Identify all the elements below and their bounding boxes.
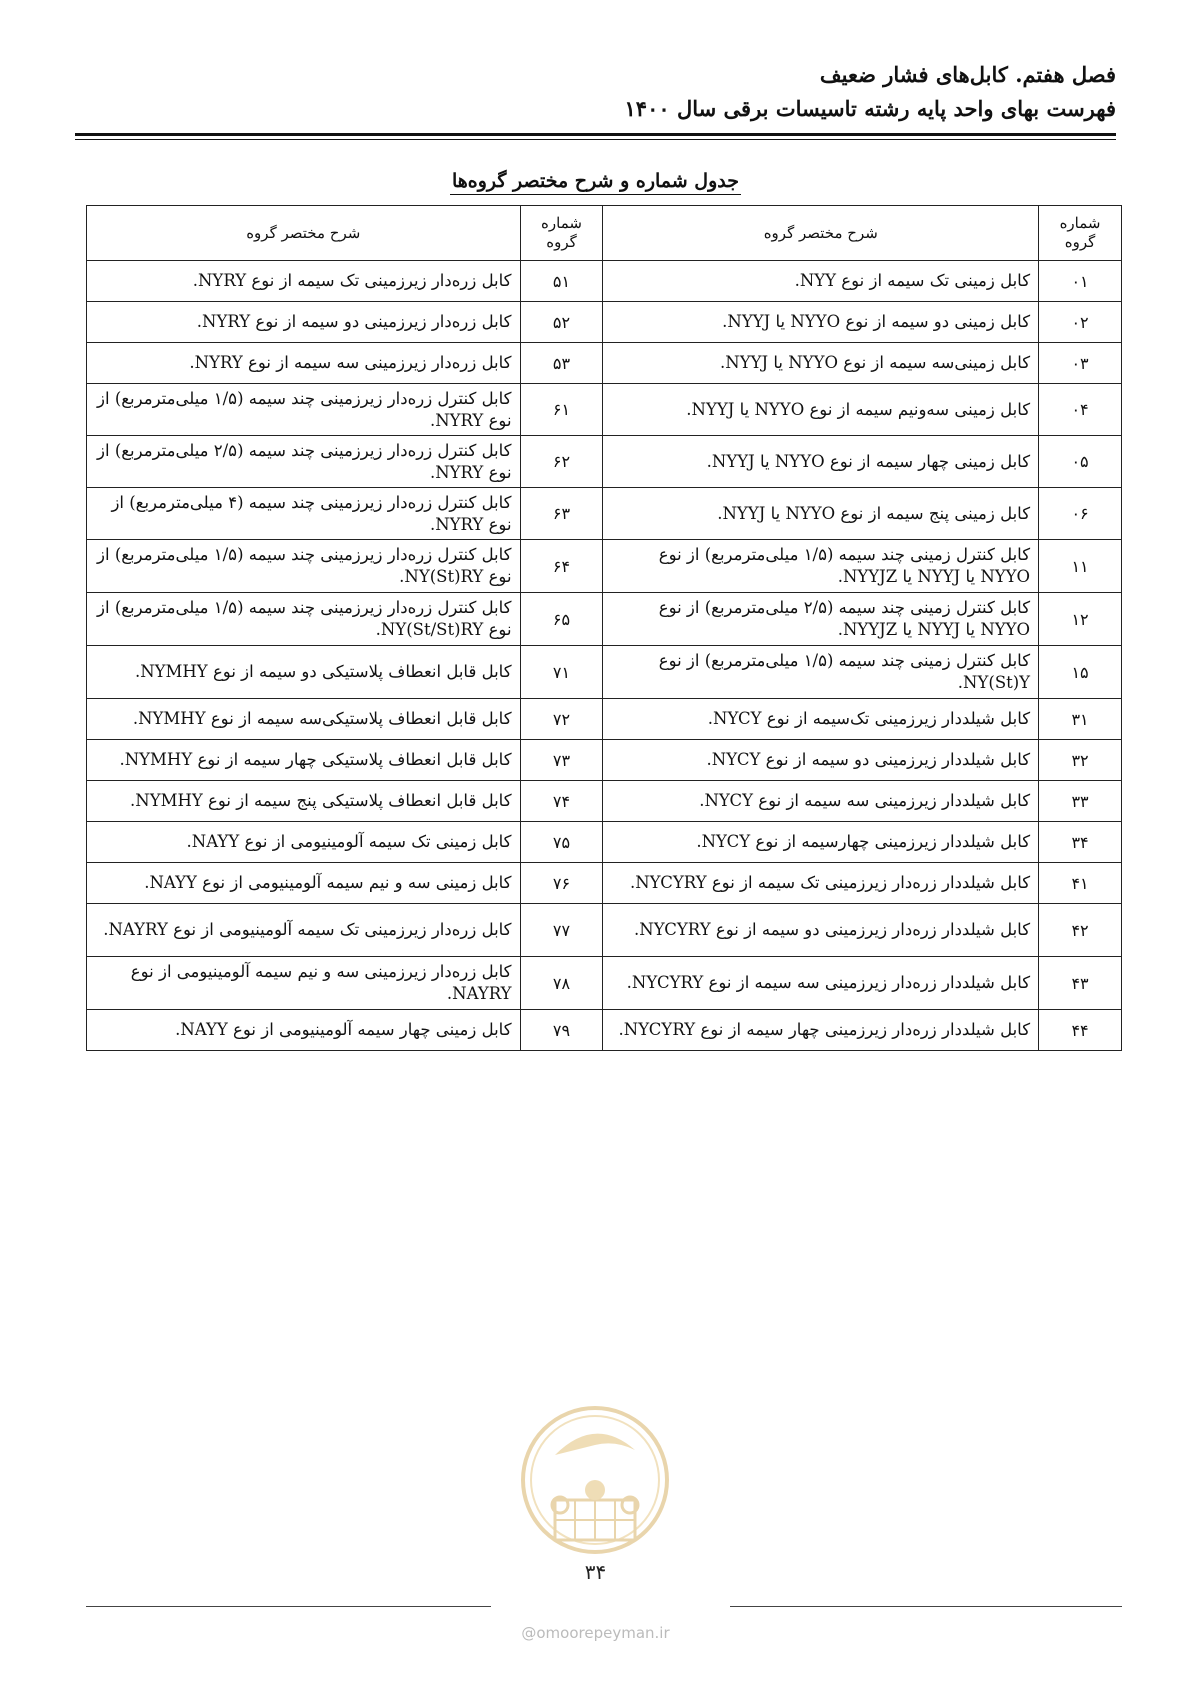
group-description-cell: کابل کنترل زره‌دار زیرزمینی چند سیمه (۲/۵ میلی‌مترمربع) از نوع NYRY. <box>87 436 521 488</box>
document-subtitle: فهرست بهای واحد پایه رشته تاسیسات برقی سال ۱۴۰۰ <box>624 96 1116 121</box>
group-number-cell: ۷۶ <box>520 863 603 904</box>
table-title: جدول شماره و شرح مختصر گروه‌ها <box>0 170 1191 192</box>
group-number-cell: ۱۲ <box>1039 593 1122 646</box>
table-row <box>87 540 1122 593</box>
table-row <box>87 904 1122 957</box>
group-description-cell: کابل شیلددار زره‌دار زیرزمینی دو سیمه از نوع NYCYRY. <box>603 904 1039 957</box>
group-description-cell: کابل زمینی سه‌ونیم سیمه از نوع NYYO یا NYYJ. <box>603 384 1039 436</box>
table-row <box>87 436 1122 488</box>
group-number-cell: ۱۱ <box>1039 540 1122 593</box>
group-number-cell: ۳۲ <box>1039 740 1122 781</box>
group-description-cell: کابل کنترل زره‌دار زیرزمینی چند سیمه (۱/۵ میلی‌مترمربع) از نوع NY(St/St)RY. <box>87 593 521 646</box>
table-row <box>87 384 1122 436</box>
group-description-cell: کابل کنترل زمینی چند سیمه (۱/۵ میلی‌مترمربع) از نوع NY(St)Y. <box>603 646 1039 699</box>
group-number-cell: ۴۳ <box>1039 957 1122 1010</box>
group-description-cell: کابل شیلددار زیرزمینی تک‌سیمه از نوع NYCY. <box>603 699 1039 740</box>
header-group-description: شرح مختصر گروه <box>603 206 1039 261</box>
header-rule-thick <box>75 133 1116 136</box>
group-number-cell: ۶۱ <box>520 384 603 436</box>
group-description-cell: کابل زره‌دار زیرزمینی تک سیمه آلومینیومی از نوع NAYRY. <box>87 904 521 957</box>
group-number-cell: ۷۹ <box>520 1010 603 1051</box>
page-number: ۳۴ <box>584 1560 607 1584</box>
group-number-cell: ۷۱ <box>520 646 603 699</box>
groups-table <box>86 205 1122 1051</box>
group-number-cell: ۵۳ <box>520 343 603 384</box>
group-description-cell: کابل قابل انعطاف پلاستیکی چهار سیمه از نوع NYMHY. <box>87 740 521 781</box>
group-number-cell: ۰۴ <box>1039 384 1122 436</box>
watermark-site: @omoorepeyman.ir <box>521 1624 670 1642</box>
group-description-cell: کابل کنترل زره‌دار زیرزمینی چند سیمه (۴ میلی‌مترمربع) از نوع NYRY. <box>87 488 521 540</box>
group-number-cell: ۴۴ <box>1039 1010 1122 1051</box>
table-header-row <box>87 206 1122 261</box>
footer-rule-right <box>730 1606 1122 1607</box>
group-number-cell: ۳۴ <box>1039 822 1122 863</box>
group-number-cell: ۷۸ <box>520 957 603 1010</box>
group-description-cell: کابل زمینی چهار سیمه از نوع NYYO یا NYYJ. <box>603 436 1039 488</box>
table-row <box>87 781 1122 822</box>
group-description-cell: کابل کنترل زمینی چند سیمه (۲/۵ میلی‌مترمربع) از نوع NYYO یا NYYJ یا NYYJZ. <box>603 593 1039 646</box>
header-group-number: شماره گروه <box>520 206 603 261</box>
table-row <box>87 593 1122 646</box>
group-description-cell: کابل زره‌دار زیرزمینی تک سیمه از نوع NYRY. <box>87 261 521 302</box>
table-row <box>87 740 1122 781</box>
group-description-cell: کابل کنترل زره‌دار زیرزمینی چند سیمه (۱/۵ میلی‌مترمربع) از نوع NY(St)RY. <box>87 540 521 593</box>
chapter-title: فصل هفتم. کابل‌های فشار ضعیف <box>819 62 1116 87</box>
table-row <box>87 646 1122 699</box>
group-description-cell: کابل کنترل زمینی چند سیمه (۱/۵ میلی‌مترمربع) از نوع NYYO یا NYYJ یا NYYJZ. <box>603 540 1039 593</box>
header-group-number: شماره گروه <box>1039 206 1122 261</box>
group-number-cell: ۶۳ <box>520 488 603 540</box>
group-description-cell: کابل زره‌دار زیرزمینی دو سیمه از نوع NYRY. <box>87 302 521 343</box>
group-number-cell: ۰۳ <box>1039 343 1122 384</box>
group-description-cell: کابل قابل انعطاف پلاستیکی دو سیمه از نوع NYMHY. <box>87 646 521 699</box>
group-description-cell: کابل زمینی پنج سیمه از نوع NYYO یا NYYJ. <box>603 488 1039 540</box>
table-row <box>87 699 1122 740</box>
group-number-cell: ۴۲ <box>1039 904 1122 957</box>
group-number-cell: ۶۵ <box>520 593 603 646</box>
group-number-cell: ۶۴ <box>520 540 603 593</box>
group-number-cell: ۷۳ <box>520 740 603 781</box>
group-description-cell: کابل زره‌دار زیرزمینی سه سیمه از نوع NYRY. <box>87 343 521 384</box>
group-number-cell: ۳۳ <box>1039 781 1122 822</box>
footer-rule-left <box>86 1606 491 1607</box>
group-description-cell: کابل زمینی دو سیمه از نوع NYYO یا NYYJ. <box>603 302 1039 343</box>
group-description-cell: کابل قابل انعطاف پلاستیکی‌سه سیمه از نوع NYMHY. <box>87 699 521 740</box>
table-body <box>87 261 1122 1051</box>
group-description-cell: کابل زمینی تک سیمه آلومینیومی از نوع NAYY. <box>87 822 521 863</box>
group-description-cell: کابل زمینی تک سیمه از نوع NYY. <box>603 261 1039 302</box>
table-row <box>87 343 1122 384</box>
page-header <box>76 58 1116 126</box>
group-number-cell: ۷۷ <box>520 904 603 957</box>
group-description-cell: کابل زمینی چهار سیمه آلومینیومی از نوع NAYY. <box>87 1010 521 1051</box>
group-description-cell: کابل زمینی‌سه سیمه از نوع NYYO یا NYYJ. <box>603 343 1039 384</box>
header-rule-thin <box>75 139 1116 140</box>
group-number-cell: ۴۱ <box>1039 863 1122 904</box>
table-row <box>87 488 1122 540</box>
group-description-cell: کابل زره‌دار زیرزمینی سه و نیم سیمه آلومینیومی از نوع NAYRY. <box>87 957 521 1010</box>
group-description-cell: کابل شیلددار زیرزمینی دو سیمه از نوع NYCY. <box>603 740 1039 781</box>
table-row <box>87 863 1122 904</box>
group-number-cell: ۰۱ <box>1039 261 1122 302</box>
group-description-cell: کابل شیلددار زیرزمینی چهارسیمه از نوع NYCY. <box>603 822 1039 863</box>
group-description-cell: کابل قابل انعطاف پلاستیکی پنج سیمه از نوع NYMHY. <box>87 781 521 822</box>
table-row <box>87 1010 1122 1051</box>
header-group-description: شرح مختصر گروه <box>87 206 521 261</box>
group-description-cell: کابل شیلددار زره‌دار زیرزمینی چهار سیمه از نوع NYCYRY. <box>603 1010 1039 1051</box>
group-number-cell: ۰۵ <box>1039 436 1122 488</box>
group-number-cell: ۷۲ <box>520 699 603 740</box>
group-number-cell: ۷۴ <box>520 781 603 822</box>
group-description-cell: کابل زمینی سه و نیم سیمه آلومینیومی از نوع NAYY. <box>87 863 521 904</box>
group-number-cell: ۶۲ <box>520 436 603 488</box>
group-number-cell: ۱۵ <box>1039 646 1122 699</box>
group-description-cell: کابل شیلددار زره‌دار زیرزمینی تک سیمه از نوع NYCYRY. <box>603 863 1039 904</box>
group-number-cell: ۰۲ <box>1039 302 1122 343</box>
table-row <box>87 957 1122 1010</box>
group-description-cell: کابل شیلددار زره‌دار زیرزمینی سه سیمه از نوع NYCYRY. <box>603 957 1039 1010</box>
group-number-cell: ۵۱ <box>520 261 603 302</box>
table-row <box>87 822 1122 863</box>
group-number-cell: ۵۲ <box>520 302 603 343</box>
group-description-cell: کابل شیلددار زیرزمینی سه سیمه از نوع NYCY. <box>603 781 1039 822</box>
group-number-cell: ۰۶ <box>1039 488 1122 540</box>
group-number-cell: ۷۵ <box>520 822 603 863</box>
table-row <box>87 302 1122 343</box>
group-description-cell: کابل کنترل زره‌دار زیرزمینی چند سیمه (۱/۵ میلی‌مترمربع) از نوع NYRY. <box>87 384 521 436</box>
group-number-cell: ۳۱ <box>1039 699 1122 740</box>
table-row <box>87 261 1122 302</box>
